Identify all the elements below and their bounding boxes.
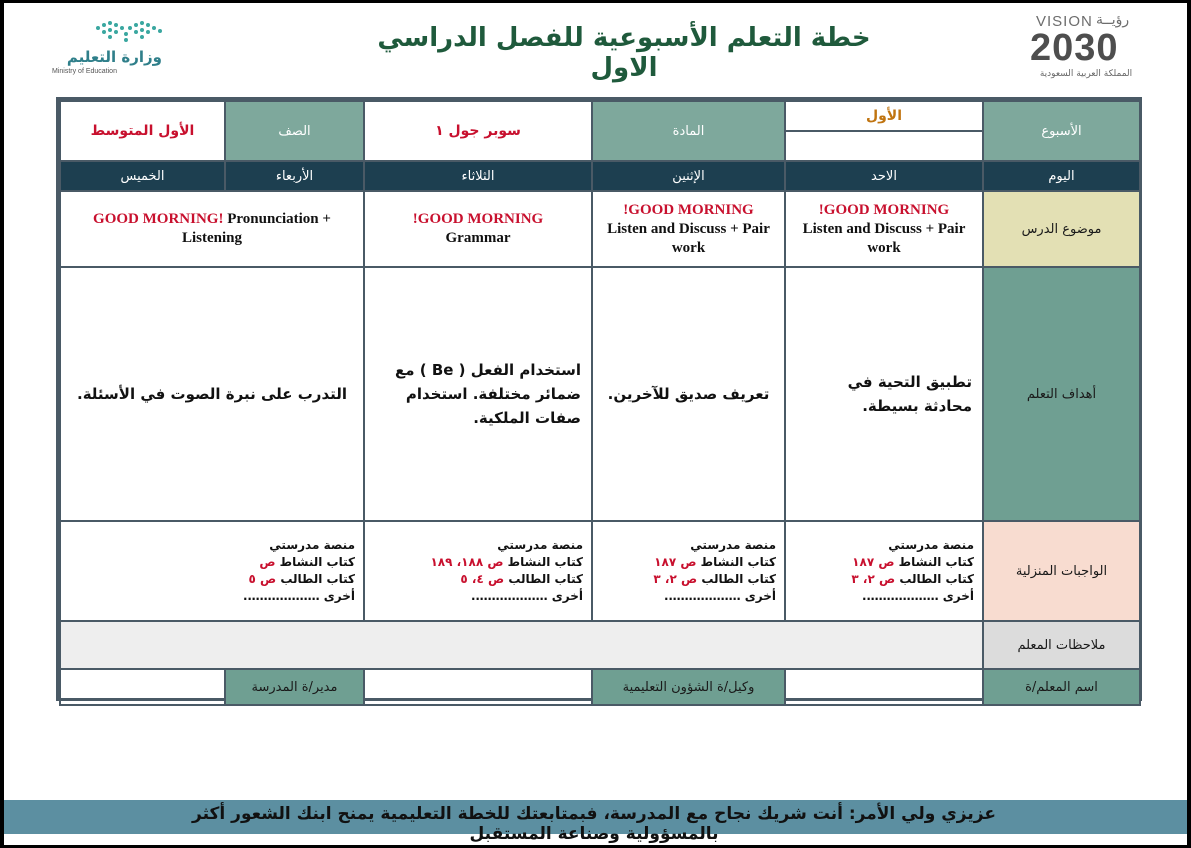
subject-value[interactable]: سوبر جول ١ <box>364 101 592 161</box>
homework-wed-thu[interactable] <box>60 521 364 621</box>
lesson-text: Pronunciation + Listening <box>181 211 331 246</box>
homework-tuesday[interactable] <box>364 521 592 621</box>
teacher-name-field[interactable] <box>785 669 983 705</box>
other-line: أخرى ………………. <box>243 589 355 603</box>
lesson-topic-monday[interactable] <box>592 191 785 267</box>
parent-message: عزيزي ولي الأمر: أنت شريك نجاح مع المدرسة، فبمتابعتك للخطة التعليمية يمنح ابنك الشعور أكثر بالمسؤولية وصناعة المستقبل <box>192 804 996 844</box>
deputy-label: وكيل/ة الشؤون التعليمية <box>592 669 785 705</box>
week-value-blank <box>786 132 982 159</box>
student-line: كتاب الطالب ص ٤، ٥ <box>460 572 583 586</box>
teacher-name-label: اسم المعلم/ة <box>983 669 1140 705</box>
parent-message-banner <box>4 800 1187 844</box>
days-row <box>60 161 1140 191</box>
lesson-topic-label: موضوع الدرس <box>983 191 1140 267</box>
homework-row <box>60 521 1140 621</box>
platform-line: منصة مدرستي <box>888 538 974 552</box>
activity-line: كتاب النشاط ص ١٨٧ <box>654 555 776 569</box>
deputy-field[interactable] <box>364 669 592 705</box>
vision-arabic-label: رؤيــة <box>1096 12 1130 28</box>
signatures-row <box>60 669 1140 705</box>
lesson-text: Listen and Discuss + Pair work <box>607 220 770 256</box>
activity-line: كتاب النشاط ص ١٨٨، ١٨٩ <box>430 555 583 569</box>
platform-line: منصة مدرستي <box>497 538 583 552</box>
week-label: الأسبوع <box>983 101 1140 161</box>
homework-sunday[interactable] <box>785 521 983 621</box>
lesson-topic-sunday[interactable] <box>785 191 983 267</box>
vision-kingdom: المملكة العربية السعودية <box>1039 69 1133 79</box>
vision-2030-logo <box>1030 13 1142 81</box>
moe-logo-english: Ministry of Education <box>52 68 117 75</box>
class-value[interactable]: الأول المتوسط <box>60 101 225 161</box>
principal-label: مدير/ة المدرسة <box>225 669 364 705</box>
moe-dots-icon <box>94 20 164 46</box>
lesson-topic-row <box>60 191 1140 267</box>
vision-label: VISION <box>1036 13 1093 30</box>
objective-tuesday[interactable]: استخدام الفعل ( Be ) مع ضمائر مختلفة. استخدام صفات الملكية. <box>364 267 592 521</box>
lesson-topic-wed-thu[interactable] <box>60 191 364 267</box>
week-value-cell[interactable] <box>785 101 983 161</box>
student-line: كتاب الطالب ص ٥ <box>248 572 355 586</box>
objectives-label: أهداف التعلم <box>983 267 1140 521</box>
other-line: أخرى ………………. <box>862 589 974 603</box>
platform-line: منصة مدرستي <box>690 538 776 552</box>
day-thursday: الخميس <box>60 161 225 191</box>
week-value: الأول <box>786 103 982 132</box>
notes-label: ملاحظات المعلم <box>983 621 1140 669</box>
day-wednesday: الأربعاء <box>225 161 364 191</box>
greeting-text: GOOD MORNING! <box>93 211 224 227</box>
activity-line: كتاب النشاط ص ١٨٧ <box>852 555 974 569</box>
weekly-plan-table <box>56 97 1142 701</box>
objective-wed-thu[interactable]: التدرب على نبرة الصوت في الأسئلة. <box>60 267 364 521</box>
lesson-plan-page <box>4 3 1187 845</box>
info-row <box>60 101 1140 161</box>
day-tuesday: الثلاثاء <box>364 161 592 191</box>
page-title: خطة التعلم الأسبوعية للفصل الدراسي الاول <box>377 23 871 83</box>
lesson-text: Listen and Discuss + Pair work <box>802 220 966 256</box>
ministry-of-education-logo <box>52 18 172 78</box>
objectives-row <box>60 267 1140 521</box>
moe-logo-arabic: وزارة التعليم <box>66 48 162 66</box>
greeting-text: GOOD MORNING! <box>623 201 754 218</box>
homework-label: الواجبات المنزلية <box>983 521 1140 621</box>
student-line: كتاب الطالب ص ٢، ٣ <box>851 572 974 586</box>
day-sunday: الاحد <box>785 161 983 191</box>
platform-line: منصة مدرستي <box>269 538 355 552</box>
notes-field[interactable] <box>60 621 983 669</box>
other-line: أخرى ………………. <box>664 589 776 603</box>
principal-field[interactable] <box>60 669 225 705</box>
student-line: كتاب الطالب ص ٢، ٣ <box>653 572 776 586</box>
greeting-text: GOOD MORNING! <box>818 201 950 218</box>
class-label: الصف <box>225 101 364 161</box>
day-monday: الإثنين <box>592 161 785 191</box>
activity-line: كتاب النشاط ص <box>259 555 355 569</box>
notes-row <box>60 621 1140 669</box>
objective-sunday[interactable]: تطبيق التحية في محادثة بسيطة. <box>785 267 983 521</box>
lesson-text: Grammar <box>445 230 511 246</box>
objective-monday[interactable]: تعريف صديق للآخرين. <box>592 267 785 521</box>
lesson-topic-tuesday[interactable] <box>364 191 592 267</box>
vision-year: 2030 <box>1030 27 1119 69</box>
other-line: أخرى ………………. <box>471 589 583 603</box>
homework-monday[interactable] <box>592 521 785 621</box>
greeting-text: GOOD MORNING! <box>412 211 544 227</box>
subject-label: المادة <box>592 101 785 161</box>
day-header-label: اليوم <box>983 161 1140 191</box>
